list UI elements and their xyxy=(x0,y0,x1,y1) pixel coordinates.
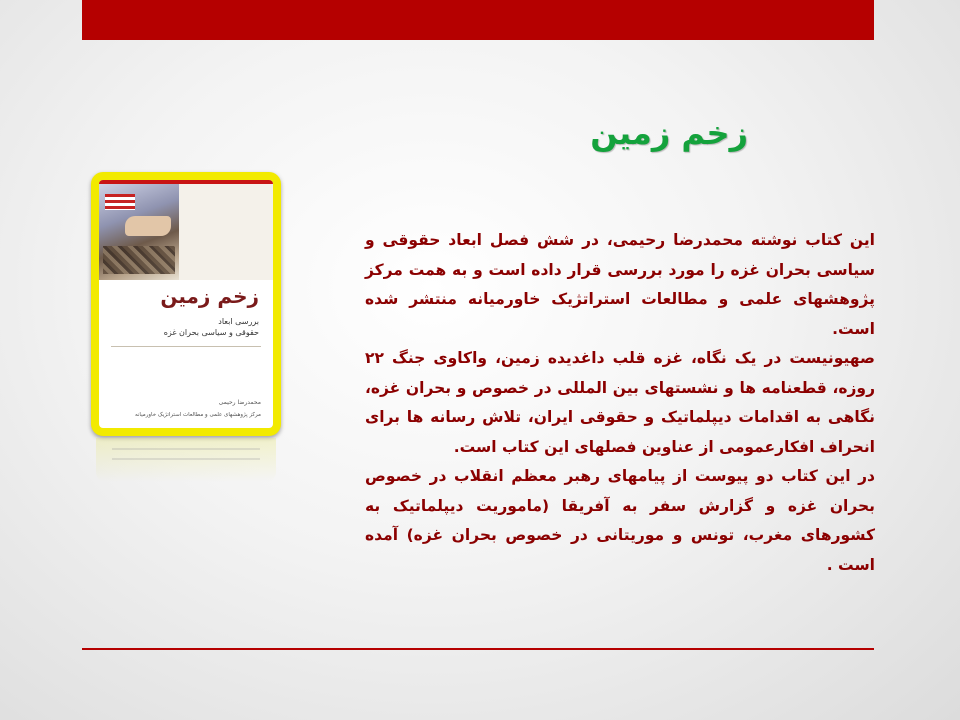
paragraph-1: این کتاب نوشته محمدرضا رحیمی، در شش فصل ابعاد حقوقی و سیاسی بحران غزه را مورد بررسی قرار داده است و به همت مرکز پژوهشهای علمی و مطالعات استراتژیک خاورمیانه منتشر شده است. xyxy=(365,231,875,338)
slide-title: زخم زمین xyxy=(590,114,748,152)
rubble-graphic xyxy=(103,246,175,274)
cover-subtitle xyxy=(164,316,259,338)
cover-divider xyxy=(111,346,261,347)
cover-subtitle-line1: بررسی ابعاد xyxy=(218,317,259,326)
reflection-line xyxy=(112,458,260,460)
paragraph-2: صهیونیست در یک نگاه، غزه قلب داغدیده زمین، واکاوی جنگ ۲۲ روزه، قطعنامه ها و نشستهای بین المللی در خصوص و بحران غزه، نگاهی به اقدامات دیپلماتیک و حقوقی ایران، تلاش رسانه ها برای انحراف افکارعمومی از عناوین فصلهای این کتاب است. xyxy=(365,349,875,456)
book-cover-image xyxy=(91,172,281,436)
body-text xyxy=(365,226,875,580)
cover-band xyxy=(179,184,273,280)
reflection-line xyxy=(112,448,260,450)
cover-title: زخم زمین xyxy=(160,284,259,308)
cover-publisher: مرکز پژوهشهای علمی و مطالعات استراتژیک خاورمیانه xyxy=(134,412,261,418)
bottom-divider-line xyxy=(82,648,874,650)
flag-graphic xyxy=(105,194,135,210)
cover-photo xyxy=(99,184,179,280)
book-reflection xyxy=(96,438,276,482)
paragraph-3: در این کتاب دو پیوست از پیامهای رهبر معظم انقلاب در خصوص بحران غزه و گزارش سفر به آفریقا (ماموریت دیپلماتیک به کشورهای مغرب، تونس و موریتانی در خصوص بحران غزه) آمده است . xyxy=(365,467,875,574)
cover-author: محمدرضا رحیمی xyxy=(218,399,261,406)
top-accent-bar xyxy=(82,0,874,40)
handshake-graphic xyxy=(125,216,171,236)
cover-subtitle-line2: حقوقی و سیاسی بحران غزه xyxy=(163,328,259,337)
